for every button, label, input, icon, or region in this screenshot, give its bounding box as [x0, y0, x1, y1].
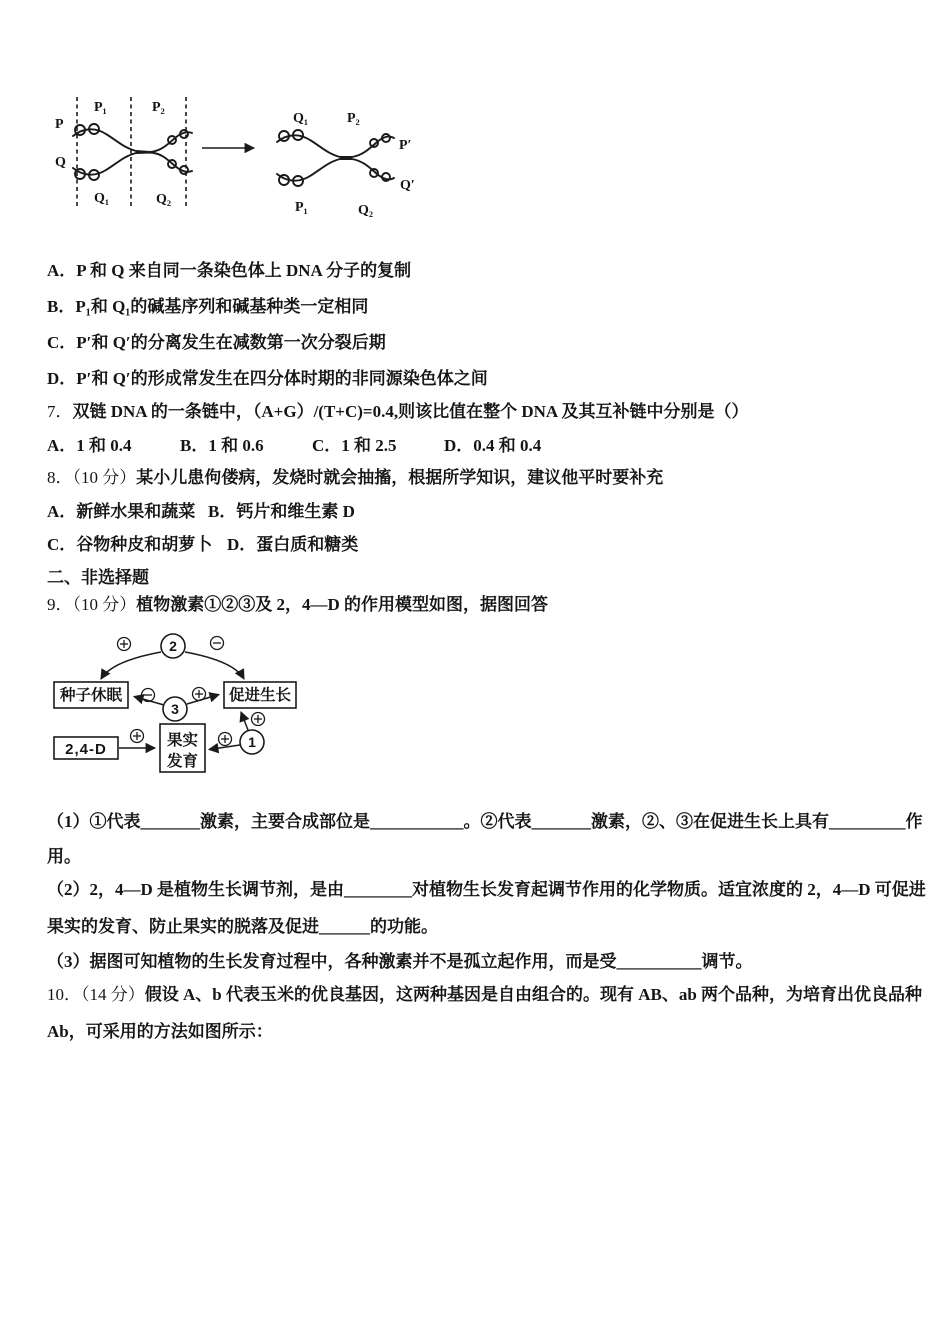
arrow-1-to-promote-growth — [241, 712, 248, 730]
chromatid-strands-right — [277, 130, 394, 186]
option-label: C． — [47, 535, 77, 554]
q7-option-d: D．0.4 和 0.4 — [444, 436, 542, 455]
label-p-prime: P′ — [399, 138, 412, 153]
option-label: D． — [47, 369, 77, 388]
label-right-q1: Q₁ — [293, 111, 309, 126]
plus-sign — [118, 638, 131, 651]
q7-stem — [47, 401, 749, 423]
label-q: Q — [55, 155, 66, 170]
fruit-label-line1: 果实 — [166, 732, 199, 749]
label-q2: Q₂ — [156, 192, 172, 207]
hormone-circle-3-number: 3 — [171, 701, 179, 717]
question-score: （10 分） — [72, 468, 137, 487]
q7-option-c: C．1 和 2.5 — [312, 436, 397, 455]
section2-title: 二、非选择题 — [47, 568, 149, 587]
option-label: A． — [47, 502, 77, 521]
q8-option-a — [47, 501, 195, 523]
label-p: P — [55, 117, 64, 132]
q9-sub3: （3）据图可知植物的生长发育过程中，各种激素并不是孤立起作用，而是受__________调节。 — [47, 952, 753, 971]
question-number: 8． — [47, 468, 73, 487]
fruit-label-line2: 发育 — [166, 753, 199, 770]
option-text: 新鲜水果和蔬菜 — [76, 502, 196, 521]
label-right-q2: Q₂ — [358, 203, 374, 218]
label-q1: Q₁ — [94, 191, 110, 206]
option-text: 谷物种皮和胡萝卜 — [76, 535, 213, 554]
question-score: （14 分） — [81, 985, 145, 1004]
chromatid-strands-left — [73, 124, 192, 180]
label-p2: P₂ — [152, 100, 165, 115]
question-number: 7． — [47, 402, 73, 421]
option-text: P₁和 Q₁的碱基序列和碱基种类一定相同 — [75, 297, 369, 316]
arrow-3-to-seed-dormancy — [134, 697, 164, 706]
dna-replication-figure — [50, 85, 430, 225]
label-q-prime: Q′ — [400, 178, 415, 193]
q7-option-a: A．1 和 0.4 — [47, 436, 132, 455]
plus-sign — [193, 688, 206, 701]
q6-option-c — [47, 332, 386, 354]
question-number: 10． — [47, 985, 81, 1004]
option-label: D． — [227, 535, 257, 554]
seed-dormancy-label: 种子休眠 — [59, 687, 123, 704]
option-label: B． — [47, 297, 76, 316]
label-right-p2: P₂ — [347, 111, 360, 126]
q10-stem-line1 — [47, 984, 922, 1006]
minus-sign — [211, 637, 224, 650]
q6-option-b — [47, 296, 368, 318]
q9-sub2-line2: 果实的发育、防止果实的脱落及促进______的功能。 — [47, 917, 438, 936]
minus-sign — [142, 689, 155, 702]
question-number: 9． — [47, 595, 73, 614]
plus-sign — [252, 713, 265, 726]
q6-option-a — [47, 260, 411, 282]
option-text: P′和 Q′的分离发生在减数第一次分裂后期 — [76, 333, 386, 352]
24d-label: 2,4-D — [65, 741, 107, 758]
question-score: （10 分） — [72, 595, 137, 614]
label-right-p1: P₁ — [295, 200, 308, 215]
question-text: 双链 DNA 的一条链中，（A+G）/(T+C)=0.4,则该比值在整个 DNA 及其互补链中分别是（） — [72, 402, 749, 421]
q9-stem — [47, 594, 548, 616]
option-text: 蛋白质和糖类 — [256, 535, 359, 554]
q6-option-d — [47, 368, 488, 390]
q8-option-c — [47, 534, 212, 556]
q8-option-b — [208, 501, 355, 523]
q7-options-row — [47, 435, 907, 457]
q8-stem — [47, 467, 663, 489]
question-text: 假设 A、b 代表玉米的优良基因，这两种基因是自由组合的。现有 AB、ab 两个品种，为培育出优良品种 — [144, 985, 923, 1004]
plant-hormone-model-figure — [50, 628, 320, 778]
q8-options-row2 — [47, 534, 907, 556]
option-text: P′和 Q′的形成常发生在四分体时期的非同源染色体之间 — [76, 369, 488, 388]
option-text: 钙片和维生素 D — [236, 502, 355, 521]
question-text: 某小儿患佝偻病，发烧时就会抽搐，根据所学知识，建议他平时要补充 — [136, 468, 664, 487]
label-p1: P₁ — [94, 100, 107, 115]
plus-sign — [131, 730, 144, 743]
q8-option-d — [227, 534, 358, 556]
option-text: P 和 Q 来自同一条染色体上 DNA 分子的复制 — [76, 261, 412, 280]
q7-option-b: B．1 和 0.6 — [180, 436, 264, 455]
question-text: 植物激素①②③及 2，4—D 的作用模型如图，据图回答 — [136, 595, 549, 614]
q9-sub1-line2: 用。 — [47, 847, 81, 866]
option-label: A． — [47, 261, 77, 280]
q10-stem-line2: Ab，可采用的方法如图所示： — [47, 1022, 273, 1041]
option-label: C． — [47, 333, 77, 352]
arrow-2-to-promote-growth — [185, 652, 244, 679]
option-label: B． — [208, 502, 237, 521]
q8-options-row1 — [47, 501, 907, 523]
q9-sub2-line1: （2）2，4—D 是植物生长调节剂，是由________对植物生长发育起调节作用的化学物质。适宜浓度的 2，4—D 可促进 — [47, 880, 926, 899]
hormone-circle-2-number: 2 — [169, 638, 177, 654]
hormone-circle-1-number: 1 — [248, 734, 256, 750]
q9-sub1-line1: （1）①代表_______激素，主要合成部位是___________。②代表_______激素，②、③在促进生长上具有_________作 — [47, 812, 923, 831]
promote-growth-label: 促进生长 — [228, 687, 292, 704]
arrow-2-to-seed-dormancy — [101, 652, 161, 679]
plus-sign — [219, 733, 232, 746]
